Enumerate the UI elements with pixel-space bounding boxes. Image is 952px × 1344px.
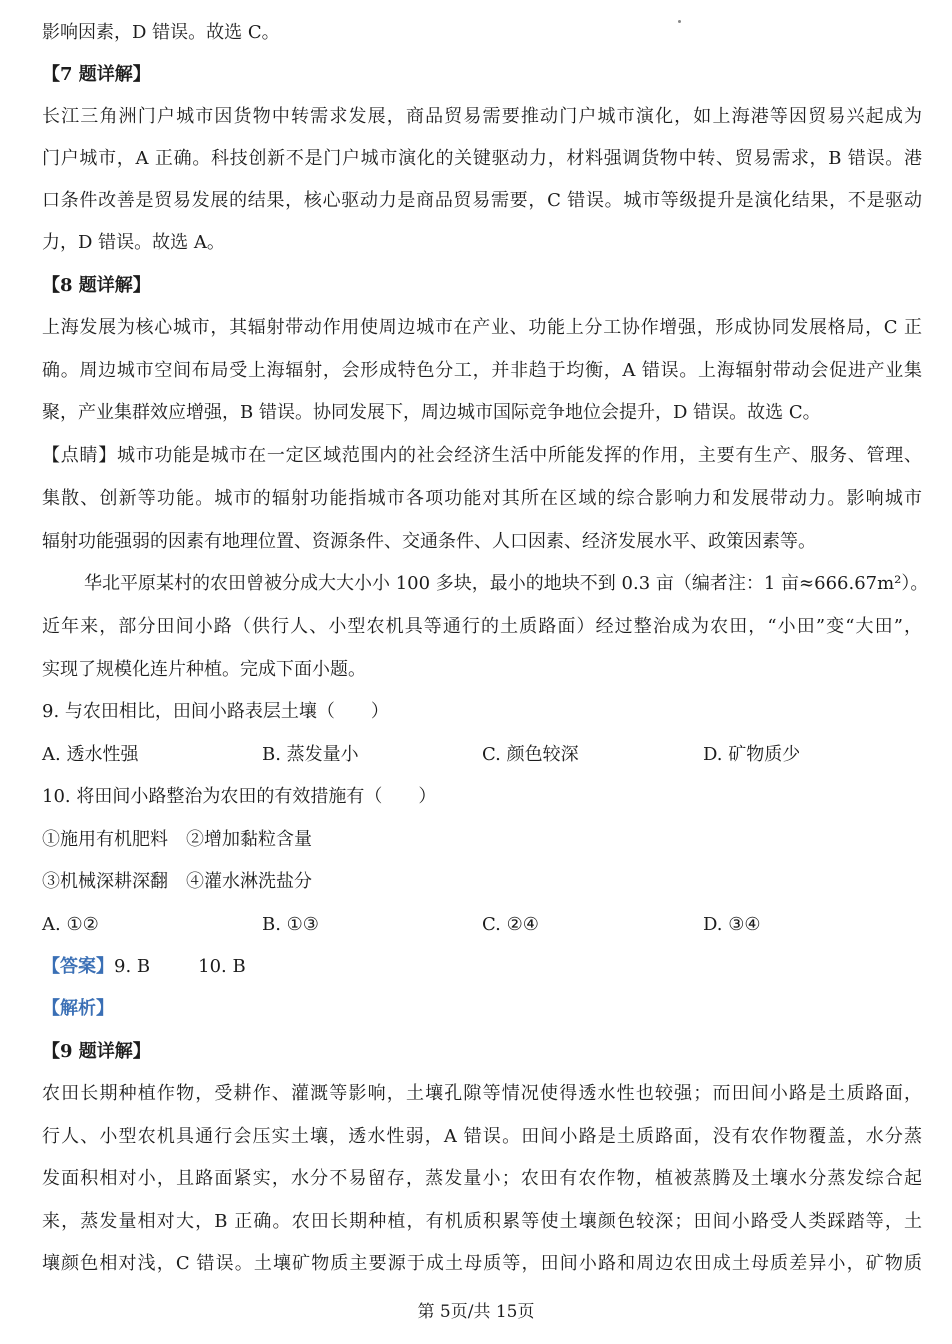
text-line: 集散、创新等功能。城市的辐射功能指城市各项功能对其所在区域的综合影响力和发展带动力。影响城市 [42, 488, 922, 509]
q10-item-line: ①施用有机肥料 ②增加黏粒含量 [42, 829, 312, 850]
q10-item-line: ③机械深耕深翻 ④灌水淋洗盐分 [42, 871, 312, 892]
q10-option-a: A. ①② [42, 914, 99, 935]
answer-10: 10. B [198, 956, 246, 977]
answer-line [42, 954, 922, 980]
text-line: 门户城市，A 正确。科技创新不是门户城市演化的关键驱动力，材料强调货物中转、贸易需求，B 错误。港 [42, 148, 922, 169]
text-line: 上海发展为核心城市，其辐射带动作用使周边城市在产业、功能上分工协作增强，形成协同发展格局，C 正 [42, 317, 922, 338]
text-line: 确。周边城市空间布局受上海辐射，会形成特色分工，并非趋于均衡，A 错误。上海辐射带动会促进产业集 [42, 360, 922, 381]
text-line: 聚，产业集群效应增强，B 错误。协同发展下，周边城市国际竞争地位会提升，D 错误。故选 C。 [42, 402, 821, 423]
text-line: 力，D 错误。故选 A。 [42, 232, 225, 253]
material-text-line: 实现了规模化连片种植。完成下面小题。 [42, 659, 366, 680]
section-heading-q9: 【9 题详解】 [42, 1041, 151, 1062]
text-line: 农田长期种植作物，受耕作、灌溉等影响，土壤孔隙等情况使得透水性也较强；而田间小路是土质路面， [42, 1083, 922, 1104]
material-text-line: 近年来，部分田间小路（供行人、小型农机具等通行的土质路面）经过整治成为农田，“小田”变“大田”， [42, 616, 922, 637]
question-9-stem: 9. 与农田相比，田间小路表层土壤（ ） [42, 701, 389, 722]
text-line: 影响因素，D 错误。故选 C。 [42, 22, 280, 43]
text-line: 辐射功能强弱的因素有地理位置、资源条件、交通条件、人口因素、经济发展水平、政策因素等。 [42, 531, 816, 552]
q9-option-a: A. 透水性强 [42, 744, 139, 765]
material-text-line: 华北平原某村的农田曾被分成大大小小 100 多块，最小的地块不到 0.3 亩（编者注：1 亩≈666.67m²）。 [84, 573, 929, 594]
tip-text-line: 【点睛】城市功能是城市在一定区域范围内的社会经济生活中所能发挥的作用，主要有生产、服务、管理、 [42, 445, 922, 466]
text-line: 口条件改善是贸易发展的结果，核心驱动力是商品贸易需要，C 错误。城市等级提升是演化结果，不是驱动 [42, 190, 922, 211]
q10-option-b: B. ①③ [262, 914, 319, 935]
q10-option-c: C. ②④ [482, 914, 539, 935]
text-line: 行人、小型农机具通行会压实土壤，透水性弱，A 错误。田间小路是土质路面，没有农作物覆盖，水分蒸 [42, 1126, 922, 1147]
text-line: 来，蒸发量相对大，B 正确。农田长期种植，有机质积累等使土壤颜色较深；田间小路受人类踩踏等，土 [42, 1211, 922, 1232]
text-line: 长江三角洲门户城市因货物中转需求发展，商品贸易需要推动门户城市演化，如上海港等因贸易兴起成为 [42, 106, 922, 127]
text-line: 发面积相对小，且路面紧实，水分不易留存，蒸发量小；农田有农作物，植被蒸腾及土壤水分蒸发综合起 [42, 1168, 922, 1189]
answer-label: 【答案】 [42, 956, 114, 977]
text-line: 壤颜色相对浅，C 错误。土壤矿物质主要源于成土母质等，田间小路和周边农田成土母质差异小，矿物质 [42, 1253, 922, 1274]
analysis-label: 【解析】 [42, 998, 114, 1019]
section-heading-q8: 【8 题详解】 [42, 275, 151, 296]
question-10-stem: 10. 将田间小路整治为农田的有效措施有（ ） [42, 786, 437, 807]
section-heading-q7: 【7 题详解】 [42, 64, 151, 85]
page-footer: 第 5页/共 15页 [417, 1302, 535, 1322]
answer-9: 9. B [114, 956, 151, 977]
q9-option-c: C. 颜色较深 [482, 744, 579, 765]
q9-option-b: B. 蒸发量小 [262, 744, 359, 765]
q9-option-d: D. 矿物质少 [703, 744, 801, 765]
q10-option-d: D. ③④ [703, 914, 761, 935]
